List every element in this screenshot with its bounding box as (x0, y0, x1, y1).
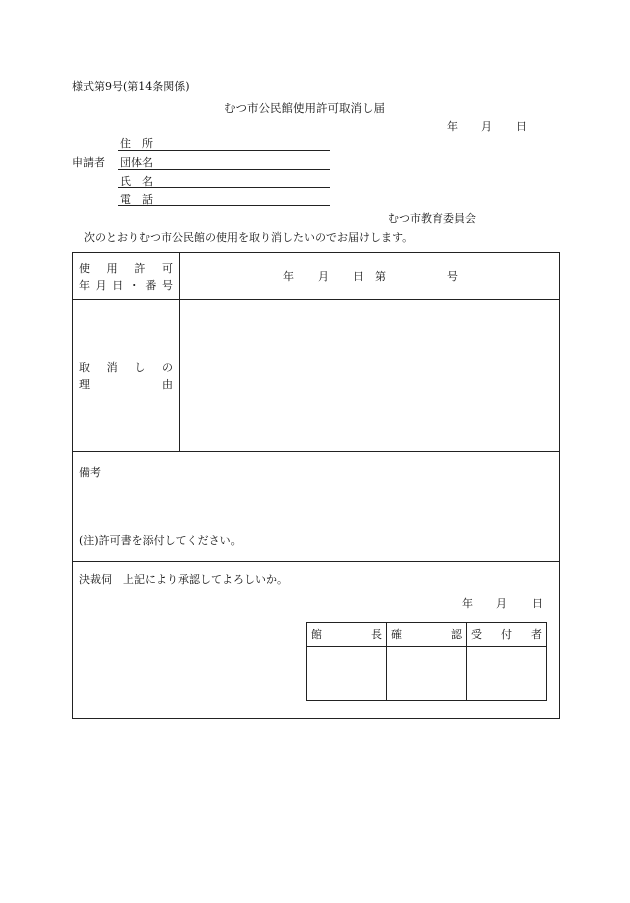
permit-label-line2: 年 月 日 ・ 番 号 (79, 279, 173, 292)
stamp-cell-confirm[interactable] (387, 647, 465, 700)
stamp-cell-receiver[interactable] (467, 647, 546, 700)
approval-date-month: 月 (496, 597, 507, 610)
approval-text: 決裁伺 上記により承認してよろしいか。 (79, 573, 288, 586)
stamp-cell-director[interactable] (307, 647, 385, 700)
permit-number-suffix: 号 (447, 270, 458, 283)
remarks-note: (注)許可書を添付してください。 (79, 534, 242, 547)
form-title: むつ市公民館使用許可取消し届 (224, 101, 385, 115)
stamp-header-receiver: 受 付 者 (471, 628, 542, 641)
header-date-year: 年 (447, 120, 458, 133)
permit-year: 年 (283, 270, 294, 283)
table-row-divider-2 (72, 451, 560, 452)
reason-label-line1: 取 消 し の (79, 361, 173, 374)
reason-label-line2: 理 由 (79, 378, 173, 391)
form-number: 様式第9号(第14条関係) (72, 80, 190, 93)
organization-label: 団体名 (120, 156, 153, 169)
address-line (118, 150, 330, 151)
table-row-divider-1 (72, 299, 560, 300)
name-label: 氏 名 (120, 175, 153, 188)
header-date-day: 日 (516, 120, 527, 133)
approval-date-year: 年 (462, 597, 473, 610)
recipient: むつ市教育委員会 (388, 212, 476, 225)
phone-line (118, 205, 330, 206)
table-row-divider-3 (72, 561, 560, 562)
organization-line (118, 169, 330, 170)
stamp-header-confirm: 確 認 (391, 628, 462, 641)
permit-day: 日 (353, 270, 364, 283)
permit-month: 月 (318, 270, 329, 283)
applicant-label: 申請者 (72, 156, 105, 169)
permit-number-prefix: 第 (375, 270, 386, 283)
intro-text: 次のとおりむつ市公民館の使用を取り消したいのでお届けします。 (84, 231, 414, 244)
permit-label-line1: 使 用 許 可 (79, 262, 173, 275)
table-column-divider (179, 252, 180, 451)
name-line (118, 187, 330, 188)
header-date-month: 月 (481, 120, 492, 133)
remarks-label: 備考 (79, 466, 101, 479)
approval-date-day: 日 (532, 597, 543, 610)
stamp-header-director: 館 長 (311, 628, 382, 641)
phone-label: 電 話 (120, 193, 153, 206)
address-label: 住 所 (120, 137, 153, 150)
